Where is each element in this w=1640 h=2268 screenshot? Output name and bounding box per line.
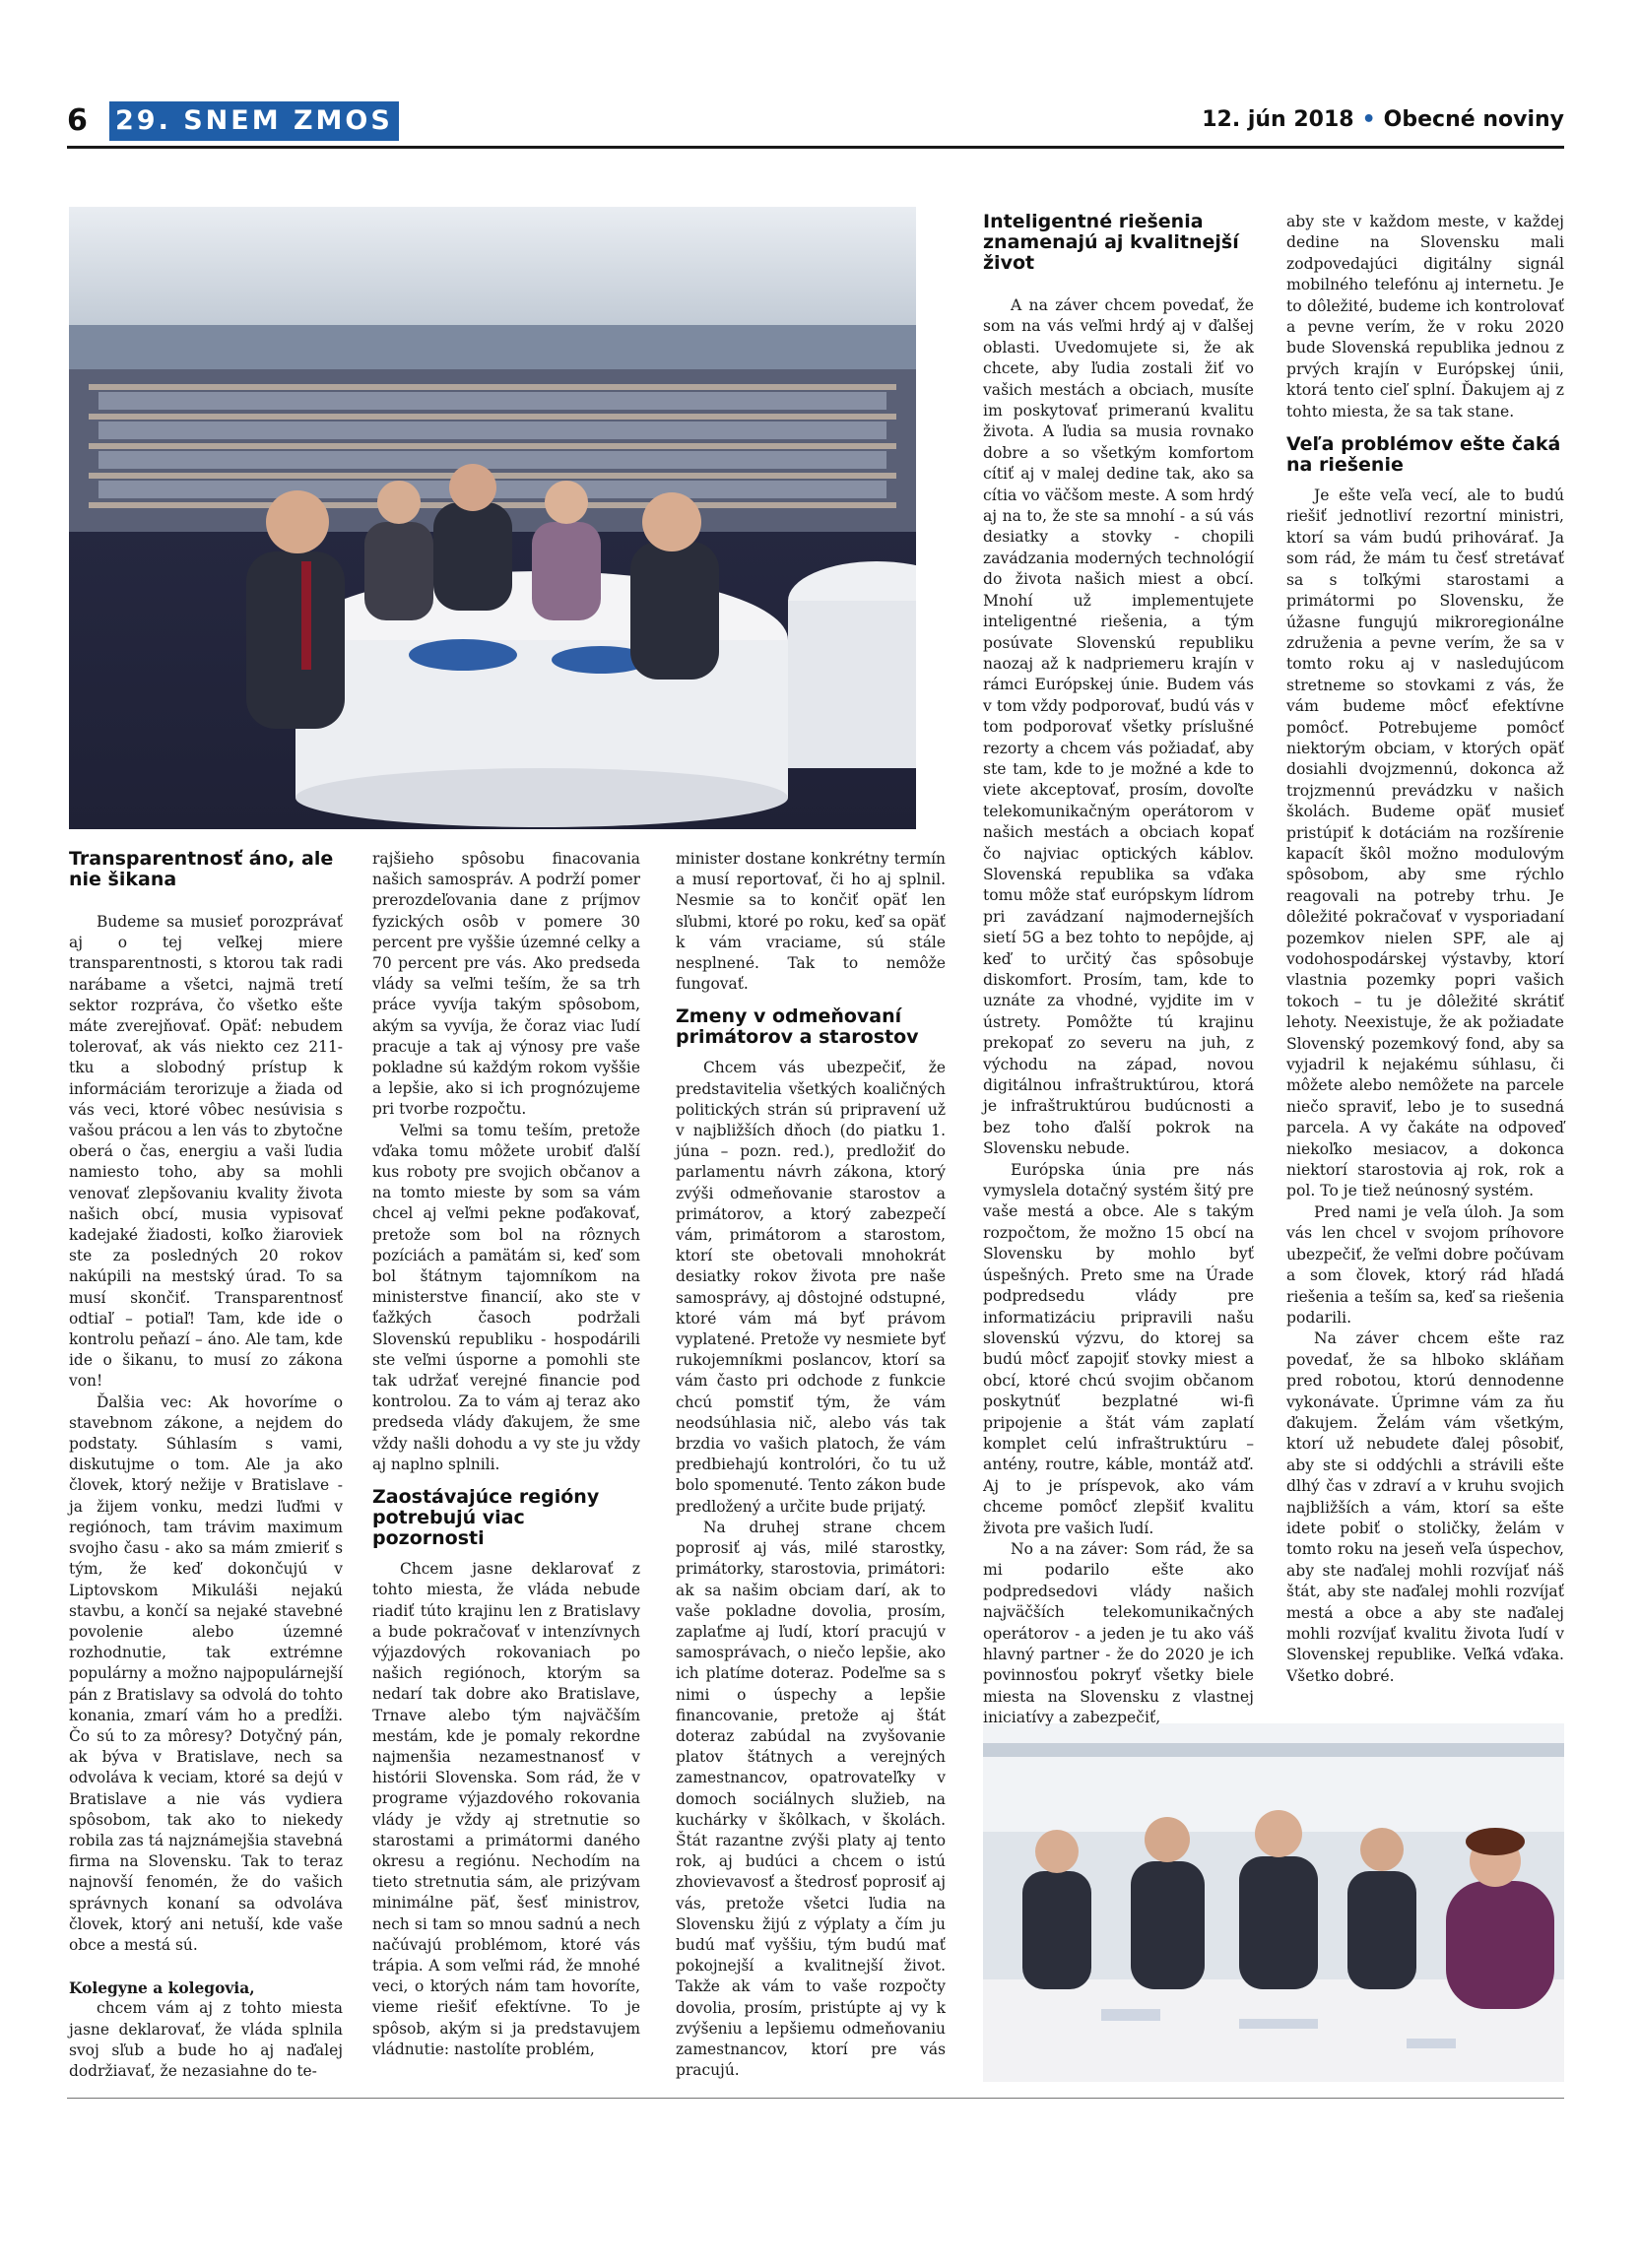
article-column-4 (983, 212, 1254, 1729)
meeting-table-photo (983, 1723, 1564, 2082)
paragraph: aby ste v každom meste, v každej dedine na Slovensku mali zodpovedajúci digitálny signál mobilného telefónu aj internetu. Je to dôležité, budeme ich kontrolovať a pevne verím, že v roku 2020 bude Slovenská republika jednou z prvých krajín v Európskej únii, ktorá tento cieľ splní. Ďakujem aj z tohto miesta, že sa tak stane. (1286, 213, 1564, 421)
paragraph: Na záver chcem ešte raz povedať, že sa hlboko skláňam pred robotou, ktorú dennodenne vykonávate. Úprimne vám za ňu ďakujem. Želám vám všetkým, ktorí už nebudete ďalej pôsobiť, aby ste si oddýchli a strávili ešte dlhý čas v zdraví a v kruhu svojich najbližších a vám, ktorí sa ešte idete pobiť o stoličky, želám v tomto roku na jeseň veľa úspechov, aby ste naďalej mohli rozvíjať náš štát, aby ste naďalej mohli rozvíjať mestá a obce a aby ste naďalej mohli rozvíjať kvalitu života ľudí v Slovenskej republike. Veľká vďaka. Všetko dobré. (1286, 1329, 1564, 1685)
paragraph: Veľmi sa tomu teším, pretože vďaka tomu môžete urobiť ďalší kus roboty pre svojich občanov a na tomto mieste by som sa vám chcel aj veľmi pekne poďakovať, pretože som bol na rôznych pozíciách a pamätám si, keď som bol štátnym tajomníkom na ministerstve financií, ako ste v ťažkých časoch podržali Slovenskú republiku - hospodárili ste veľmi úsporne a pomohli ste tak udržať verejné financie pod kontrolou. Za to vám aj teraz ako predseda vlády ďakujem, že sme vždy našli dohodu a vy ste ju vždy aj naplno splnili. (372, 1121, 640, 1473)
paragraph: Je ešte veľa vecí, ale to budú riešiť jednotliví rezortní ministri, ktorí sa vám budú prihovárať. Ja som rád, že mám tu česť stretávať sa s toľkými starostami a primátormi po Slovensku, že úžasne fungujú mikroregionálne združenia a pevne verím, že sa v tomto roku aj v nasledujúcom stretneme so stovkami z vás, že vám budeme môcť efektívne pomôcť. Potrebujeme pomôcť niektorým obciam, v ktorých opäť dosiahli dvojzmennú, dokonca až trojzmennú prevádzku v našich školách. Budeme opäť musieť pristúpiť k dotáciám na rozšírenie kapacít škôl možno modulovým spôsobom, aby sme rýchlo reagovali na potreby trhu. Je dôležité pokračovať v vysporiadaní pozemkov nielen SPF, ale aj vodohospodárskej výstavby, ktorí vlastnia pozemky popri vašich tokoch – tu je dôležité skrátiť lehoty. Neexistuje, že ak požiadate Slovenský pozemkový fond, aby sa vyjadril k nejakému súhlasu, či môžete alebo nemôžete na parcele niečo spraviť, lebo je to susedná parcela. A vy čakáte na odpoveď niekoľko mesiacov, a dokonca niektorí starostovia aj rok, rok a pol. To je tiež neúnosný systém. (1286, 486, 1564, 1200)
paragraph: minister dostane konkrétny termín a musí reportovať, či ho aj splnil. Nesmie sa to končiť opäť len sľubmi, ktoré po roku, keď sa opäť k vám vraciame, sú stále nesplnené. Tak to nemôže fungovať. (676, 850, 946, 994)
subheading-transparentnost: Transparentnosť áno, ale nie šikana (69, 848, 334, 890)
article-column-1 (69, 849, 343, 2082)
subheading-zmeny-v-odmenovani: Zmeny v odmeňovaní primátorov a starostov (676, 1005, 919, 1049)
conference-hall-photo-icon (69, 207, 916, 829)
paragraph: rajšieho spôsobu finacovania našich samospráv. A podrží pomer prerozdeľovania dane z príjmov fyzických osôb v pomere 30 percent pre vyššie územné celky a 70 percent pre vás. Ako predseda vlády sa veľmi teším, že sa trh práce vyvíja takým spôsobom, akým sa vyvíja, že čoraz viac ľudí pracuje a tak aj výnosy pre vaše pokladne sú každým rokom vyššie a lepšie, ako si ich prognózujeme pri tvorbe rozpočtu. (372, 850, 640, 1119)
masthead (1202, 107, 1564, 132)
subheading-vela-problemov: Veľa problémov ešte čaká na riešenie (1286, 433, 1561, 477)
paragraph: No a na záver: Som rád, že sa mi podarilo ešte ako podpredsedovi vlády našich najväčších telekomunikačných operátorov - a jeden je tu ako váš hlavný partner - že do 2020 je ich povinnosťou pokryť všetky biele miesta na Slovensku z vlastnej iniciatívy a zabezpečiť, (983, 1539, 1254, 1727)
meeting-table-photo-icon (983, 1723, 1564, 2082)
article-column-2 (372, 849, 640, 2060)
paragraph: Chcem vás ubezpečiť, že predstavitelia všetkých koaličných politických strán sú pripravení už v najbližších dňoch (do piatku 1. júna – pozn. red.), predložiť do parlamentu návrh zákona, ktorý zvýši odmeňovanie starostov a primátorov, a ktorý zabezpečí vám, primátorom a starostom, ktorí ste obetovali mnohokrát desiatky rokov života pre naše samosprávy, aj dôstojné odstupné, ktoré vám má byť právom vyplatené. Pretože vy nesmiete byť rukojemníkmi poslancov, ktorí sa vám často pri odchode z funkcie chcú pomstiť tým, že vám neodsúhlasia nič, alebo vás tak brzdia vo vašich platoch, že vám predbiehajú kontrolóri, čo tu už bolo spomenuté. Tento zákon bude predložený a určite bude prijatý. (676, 1059, 946, 1516)
separator-dot: • (1361, 107, 1376, 132)
paragraph: Na druhej strane chcem poprosiť aj vás, milé starostky, primátorky, starostovia, primátori: ak sa našim obciam darí, ak to vaše pokladne dovolia, prosím, zaplaťme aj ľudí, ktorí pracujú v samosprávach, o niečo lepšie, ako ich platíme doteraz. Podeľme sa s nimi o úspechy a lepšie financovanie, pretože aj štát doteraz zabúdal na zvyšovanie platov štátnych a verejných zamestnancov, opatrovateľky v domoch sociálnych služieb, na kuchárky v škôlkach, v školách. Štát razantne zvýši platy aj tento rok, aj budúci a chcem o istú zhovievavosť a štedrosť poprosiť aj vás, pretože všetci ľudia na Slovensku žijú z výplaty a čím ju budú mať vyššiu, tým budú mať pokojnejší a kvalitnejší život. Takže ak vám to vaše rozpočty dovolia, prosím, pristúpte aj vy k zvýšeniu a lepšiemu odmeňovaniu zamestnancov, ktorí pre vás pracujú. (676, 1518, 946, 2080)
footer-rule (67, 2098, 1564, 2099)
paragraph: chcem vám aj z tohto miesta jasne deklarovať, že vláda splnila svoj sľub a bude ho aj naďalej dodržiavať, že nezasiahne do te- (69, 1999, 343, 2080)
subheading-zaostavajuce-regiony: Zaostávajúce regióny potrebujú viac pozornosti (372, 1486, 600, 1550)
section-label: 29. SNEM ZMOS (109, 101, 399, 141)
paragraph: A na záver chcem povedať, že som na vás veľmi hrdý aj v ďalšej oblasti. Uvedomujete si, že ak chcete, aby ľudia zostali žiť vo vašich mestách a obciach, musíte im poskytovať primeranú kvalitu života. A ľudia sa musia rovnako dobre a so všetkým komfortom cítiť aj v malej dedine tak, ako sa cítia vo väčšom meste. A som hrdý aj na to, že ste sa mnohí - a sú vás desiatky a stovky - chopili zavádzania moderných technológií do života našich miest a obcí. Mnohí už implementujete inteligentné riešenia, a tým posúvate Slovenskú republiku naozaj až k nadpriemeru krajín v rámci Európskej únie. Budem vás v tom vždy podporovať, budú vás v tom podporovať všetky príslušné rezorty a chcem vás požiadať, aby ste tam, kde to je možné a kde to viete akceptovať, prosím, dovoľte telekomunikačným operátorom v našich mestách a obciach kopať čo najviac optických káblov. Slovenská republika sa vďaka tomu môže stať európskym lídrom pri zavádzaní najmodernejších sietí 5G a bez tohto to nepôjde, aj keď to určitý čas spôsobuje diskomfort. Prosím, tam, kde to uznáte za vhodné, vyjdite im v ústrety. Pomôžte tú krajinu prekopať zo severu na juh, z východu na západ, novou digitálnou infraštruktúrou, ktorá je infraštruktúrou budúcnosti a bez toho ďalší pokrok na Slovensku nebude. (983, 296, 1254, 1158)
issue-date: 12. jún 2018 (1202, 107, 1354, 132)
page-header (67, 101, 1564, 147)
article-column-5 (1286, 212, 1564, 1687)
header-rule (67, 146, 1564, 149)
page-number: 6 (67, 103, 88, 138)
article-column-3 (676, 849, 946, 2081)
subheading-inteligentne-riesenia: Inteligentné riešenia znamenajú aj kvalitnejší život (983, 211, 1239, 274)
publication-name: Obecné noviny (1383, 107, 1564, 132)
inline-subheading: Kolegyne a kolegovia, (69, 1978, 255, 1998)
conference-hall-photo (69, 207, 916, 829)
paragraph: Pred nami je veľa úloh. Ja som vás len chcel v svojom príhovore ubezpečiť, že veľmi dobre počúvam a som človek, ktorý rád hľadá riešenia a teším sa, keď sa riešenia podarili. (1286, 1202, 1564, 1327)
paragraph: Európska únia pre nás vymyslela dotačný systém šitý pre vaše mestá a obce. Ale s takým rozpočtom, že možno 15 obcí na Slovensku by mohlo byť úspešných. Preto sme na Úrade podpredsedu vlády pre informatizáciu pripravili našu slovenskú výzvu, do ktorej sa budú môcť zapojiť stovky miest a obcí, ktoré chcú svojim občanom poskytnúť bezplatné wi-fi pripojenie a štát vám zaplatí komplet celú infraštruktúru – antény, routre, káble, montáž atď. Aj to je príspevok, ako vám chceme pomôcť zlepšiť kvalitu života pre vašich ľudí. (983, 1160, 1254, 1537)
paragraph: Budeme sa musieť porozprávať aj o tej veľkej miere transparentnosti, s ktorou tak radi narábame a všetci, najmä tretí sektor rozpráva, čo všetko ešte máte zverejňovať. Opäť: nebudem tolerovať, ak vás niekto cez 211-tku a slobodný prístup k informáciám terorizuje a žiada od vás veci, ktoré vôbec nesúvisia s vašou prácou a len vás to zbytočne oberá o čas, energiu a vaši ľudia namiesto toho, aby sa mohli venovať zlepšovaniu kvality života našich obcí, musia vypisovať kadejaké žiadosti, koľko žiaroviek ste za posledných 20 rokov nakúpili na mestský úrad. To sa musí skončiť. Transparentnosť odtiaľ – potiaľ! Tam, kde ide o kontrolu peňazí – áno. Ale tam, kde ide o šikanu, to musí zo zákona von! (69, 913, 343, 1391)
paragraph: Chcem jasne deklarovať z tohto miesta, že vláda nebude riadiť túto krajinu len z Bratislavy a bude pokračovať v intenzívnych výjazdových rokovaniach po našich regiónoch, ktorým sa nedarí tak dobre ako Bratislave, Trnave alebo tým najväčším mestám, kde je pomaly rekordne najmenšia nezamestnanosť v histórii Slovenska. Som rád, že v programe výjazdového rokovania vlády je vždy aj stretnutie so starostami a primátormi daného okresu a regiónu. Nechodím na tieto stretnutia sám, ale prizývam minimálne päť, šesť ministrov, nech si tam so mnou sadnú a nech načúvajú problémom, ktoré vás trápia. A som veľmi rád, že mnohé veci, o ktorých nám tam hovoríte, vieme riešiť efektívne. To je spôsob, akým si ja predstavujem vládnutie: nastolíte problém, (372, 1560, 640, 2058)
paragraph: Ďalšia vec: Ak hovoríme o stavebnom zákone, a nejdem do podstaty. Súhlasím s vami, diskutujme o tom. Ale ja ako človek, ktorý nežije v Bratislave - ja žijem vonku, medzi ľuďmi v regiónoch, tam trávim maximum svojho času - ako sa mám zmieriť s tým, že keď dokončujú v Liptovskom Mikuláši nejakú stavbu, a končí sa nejaké stavebné povolenie alebo územné rozhodnutie, tak extrémne populárny a možno najpopulárnejší pán z Bratislavy sa odvolá do tohto konania, zmarí vám ho a predĺži. Čo sú to za môresy? Dotyčný pán, ak býva v Bratislave, nech sa odvoláva k veciam, ktoré sa dejú v Bratislave a nie vás vydiera spôsobom, tak ako to niekedy robila zas tá najznámejšia stavebná firma na Slovensku. Tak to teraz najnovší fenomén, že do vašich správnych konaní sa odvoláva človek, ktorý ani netuší, kde vaše obce a mestá sú. (69, 1393, 343, 1954)
